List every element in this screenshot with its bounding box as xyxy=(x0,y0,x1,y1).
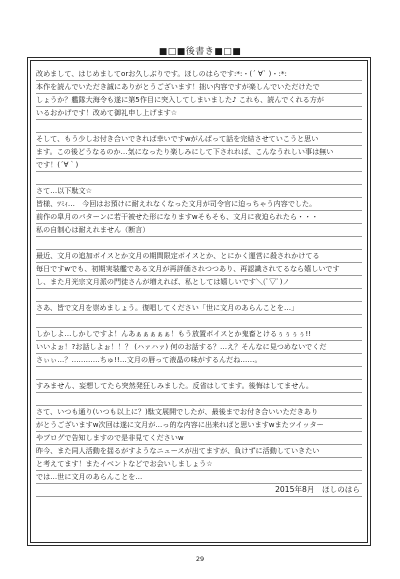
text-line xyxy=(36,393,362,406)
text-line xyxy=(36,315,362,328)
page-title: ■□■後書き■□■ xyxy=(158,47,242,57)
text-line: 最近、文月の追加ボイスとか文月の期間限定ボイスとか、とにかく運営に殺されかけてる xyxy=(36,250,362,263)
signature-line: 2015年8月 ほしのはら xyxy=(36,484,362,497)
text-line: しかしよ…しかしですよ！んあぁぁぁぁぁ！もう放置ボイスとか鬼畜とけるぅぅぅぅ!! xyxy=(36,328,362,341)
text-line: がとうございますw次回は遂に文月が…っ的な内容に出来ればと思いますwまたツイッター xyxy=(36,419,362,432)
text-line: ます。この後どうなるのか…気になったり楽しみにして下されれば、こんなうれしい事は無い xyxy=(36,146,362,159)
text-line: しょうか？艦隊大海令も遂に第5作目に突入してしまいました♪ これも、読んでくれる方が xyxy=(36,94,362,107)
text-line: さぃぃ…？…………ちゅ!!…文月の唇って液晶の味がするんだね……。 xyxy=(36,354,362,367)
text-line xyxy=(36,289,362,302)
text-line: 前作の皐月のパターンに若干被せた形になりますwそもそも、文月に夜迫られたら・・・ xyxy=(36,211,362,224)
text-line: いいよぉ！?お話しよぉ！！？ (ハァハァ) 何のお話する？…え？そんなに見つめないでくだ xyxy=(36,341,362,354)
text-line: やブログで告知しますので是非見てくださいw xyxy=(36,432,362,445)
text-line xyxy=(36,237,362,250)
text-line: 昨今、また同人活動を揺るがすようなニュースが出てますが、負けずに活動していきたい xyxy=(36,445,362,458)
text-line: すみません、妄想してたら突然発狂しみました。反省はしてます。後悔はしてません。 xyxy=(36,380,362,393)
text-line: 私の自制心は耐えれません（断言） xyxy=(36,224,362,237)
text-line xyxy=(36,172,362,185)
text-line: いるおかげです！改めて御礼申し上げます☆ xyxy=(36,107,362,120)
text-line xyxy=(36,120,362,133)
text-line: さあ、皆で文月を崇めましょう。復唱してください「世に文月のあらんことを…」 xyxy=(36,302,362,315)
text-line: と考えてます！またイベントなどでお会いしましょう☆ xyxy=(36,458,362,471)
text-line: 毎日ですwでも、初期実装艦である文月が再評価されつつあり、再認識されてるなら嬉しいです xyxy=(36,263,362,276)
text-line: 皆様、ﾂﾐｨ… 今回はお預けに耐えれなくなった文月が司令官に迫っちゃう内容でした。 xyxy=(36,198,362,211)
text-line: です！(´∀｀) xyxy=(36,159,362,172)
text-line: さて…以下駄文☆ xyxy=(36,185,362,198)
text-line: そして、もう少しお付き合いできれば幸いですwがんばって話を完結させていこうと思い xyxy=(36,133,362,146)
text-line: では…世に文月のあらんことを… xyxy=(36,471,362,484)
text-line xyxy=(36,367,362,380)
text-line: 改めまして、はじめましてorお久しぶりです。ほしのはらです:*:・(´ ∀` )・:*: xyxy=(36,68,362,81)
text-line: さて、いつも通り(いつも以上に？)駄文展開でしたが、最後までお付き合いいただきあり xyxy=(36,406,362,419)
page-number: 29 xyxy=(195,555,205,563)
text-line: 本作を読んでいただき誠にありがとうございます！拙い内容ですが楽しんでいただけたで xyxy=(36,81,362,94)
text-line: し、また月光宗文月派の門徒さんが増えれば、私としては嬉しいです＼(ﾟ▽ﾟ)ノ xyxy=(36,276,362,289)
